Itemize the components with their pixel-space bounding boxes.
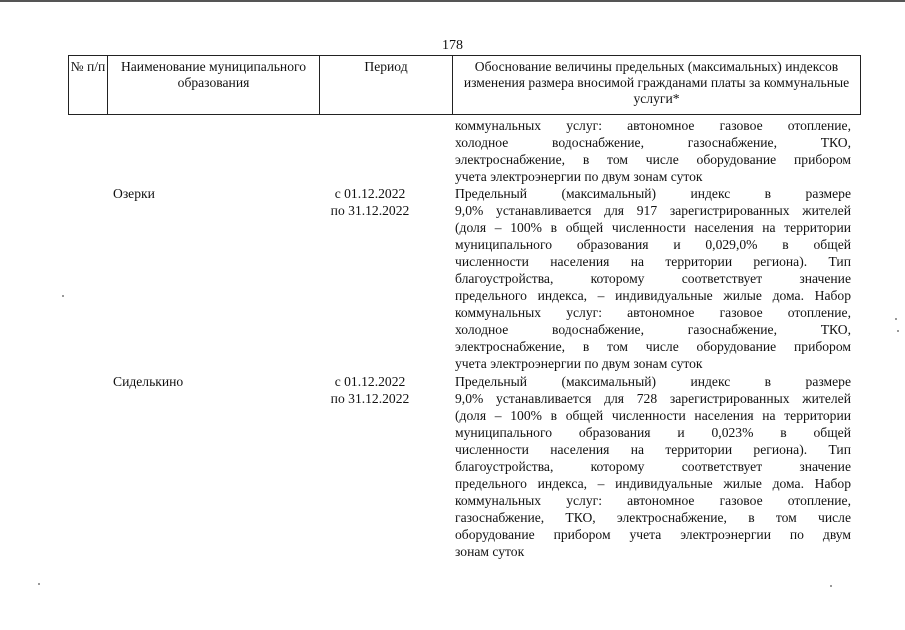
- header-col-period: Период: [319, 56, 452, 114]
- municipality-name: Озерки: [113, 186, 155, 201]
- period-to: по 31.12.2022: [330, 203, 410, 218]
- text-line: благоустройства, которому соответствует значение: [455, 459, 851, 474]
- text-line: учета электроэнергии по двум зонам суток: [455, 169, 703, 184]
- text-line: коммунальных услуг: автономное газовое отопление,: [455, 493, 851, 508]
- scan-speck: [895, 318, 897, 320]
- table-header: [68, 55, 861, 115]
- municipality-name: Сиделькино: [113, 374, 184, 389]
- scan-speck: [38, 583, 40, 585]
- text-line: газоснабжение, ТКО, электроснабжение, в том числе: [455, 510, 851, 525]
- text-line: численности населения на территории региона). Тип: [455, 442, 851, 457]
- text-line: Предельный (максимальный) индекс в размере: [455, 186, 851, 201]
- text-line: учета электроэнергии по двум зонам суток: [455, 356, 703, 371]
- text-line: холодное водоснабжение, газоснабжение, ТКО,: [455, 135, 851, 150]
- text-line: оборудование прибором учета электроэнергии по двум: [455, 527, 851, 542]
- text-line: 9,0% устанавливается для 728 зарегистрированных жителей: [455, 391, 851, 406]
- text-line: электроснабжение, в том числе оборудование прибором: [455, 152, 851, 167]
- period: [300, 185, 440, 219]
- scan-top-edge: [0, 0, 905, 2]
- text-line: муниципального образования и 0,029,0% в общей: [455, 237, 851, 252]
- text-line: муниципального образования и 0,023% в общей: [455, 425, 851, 440]
- header-col-municipality: Наименование муниципального образования: [107, 56, 319, 114]
- text-line: численности населения на территории региона). Тип: [455, 254, 851, 269]
- continuation-text: [455, 117, 851, 185]
- text-line: (доля – 100% в общей численности населения на территории: [455, 220, 851, 235]
- scan-speck: [62, 295, 64, 297]
- header-col-justification: Обоснование величины предельных (максимальных) индексов изменения размера вносимой гражданами платы за коммунальные услуги*: [452, 56, 860, 114]
- period-from: с 01.12.2022: [334, 186, 406, 201]
- period: [300, 373, 440, 407]
- period-to: по 31.12.2022: [330, 391, 410, 406]
- text-line: благоустройства, которому соответствует значение: [455, 271, 851, 286]
- text-line: 9,0% устанавливается для 917 зарегистрированных жителей: [455, 203, 851, 218]
- scan-speck: [830, 585, 832, 587]
- text-line: холодное водоснабжение, газоснабжение, ТКО,: [455, 322, 851, 337]
- justification-text: [455, 185, 851, 372]
- header-col-number: № п/п: [70, 59, 106, 74]
- text-line: зонам суток: [455, 544, 525, 559]
- page-number: 178: [442, 38, 463, 53]
- text-line: электроснабжение, в том числе оборудование прибором: [455, 339, 851, 354]
- justification-text: [455, 373, 851, 560]
- period-from: с 01.12.2022: [334, 374, 406, 389]
- text-line: предельного индекса, – индивидуальные жилые дома. Набор: [455, 476, 851, 491]
- text-line: (доля – 100% в общей численности населения на территории: [455, 408, 851, 423]
- scan-speck: [897, 330, 899, 332]
- text-line: коммунальных услуг: автономное газовое отопление,: [455, 118, 851, 133]
- text-line: коммунальных услуг: автономное газовое отопление,: [455, 305, 851, 320]
- text-line: Предельный (максимальный) индекс в размере: [455, 374, 851, 389]
- text-line: предельного индекса, – индивидуальные жилые дома. Набор: [455, 288, 851, 303]
